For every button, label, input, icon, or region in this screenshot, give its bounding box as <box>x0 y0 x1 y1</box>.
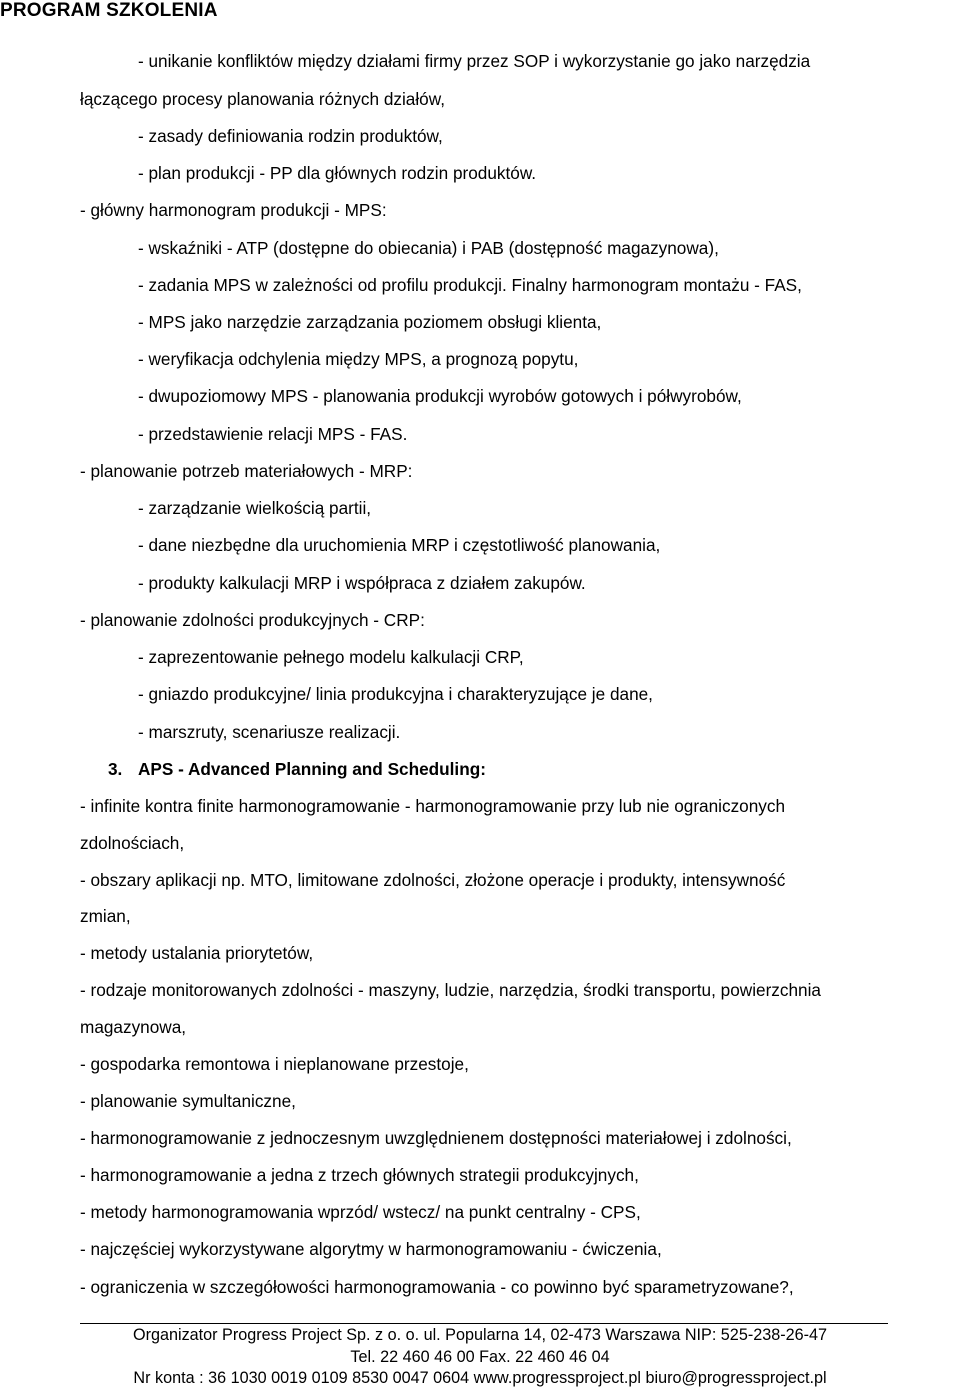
section-number: 3. <box>108 759 123 779</box>
section-item: - planowanie potrzeb materiałowych - MRP: <box>80 461 413 481</box>
footer-organizer: Organizator Progress Project Sp. z o. o. ul. Popularna 14, 02-473 Warszawa NIP: 525-238-26-47 <box>132 1326 828 1344</box>
list-item: - zarządzanie wielkością partii, <box>138 498 372 518</box>
list-item-continuation: zdolnościach, <box>80 833 185 853</box>
list-item-continuation: zmian, <box>80 906 131 926</box>
list-item: - planowanie symultaniczne, <box>80 1091 296 1111</box>
list-item: - najczęściej wykorzystywane algorytmy w harmonogramowaniu - ćwiczenia, <box>80 1239 662 1259</box>
list-item: - dwupoziomowy MPS - planowania produkcji wyrobów gotowych i półwyrobów, <box>138 386 742 406</box>
section-heading: APS - Advanced Planning and Scheduling: <box>138 759 486 779</box>
list-item: - weryfikacja odchylenia między MPS, a prognozą popytu, <box>138 349 579 369</box>
list-item: - marszruty, scenariusze realizacji. <box>138 722 401 742</box>
list-item: - obszary aplikacji np. MTO, limitowane zdolności, złożone operacje i produkty, intensywność <box>80 870 786 890</box>
list-item: - plan produkcji - PP dla głównych rodzin produktów. <box>138 163 537 183</box>
list-item: - wskaźniki - ATP (dostępne do obiecania) i PAB (dostępność magazynowa), <box>138 238 719 258</box>
list-item: - rodzaje monitorowanych zdolności - maszyny, ludzie, narzędzia, środki transportu, powierzchnia <box>80 980 821 1000</box>
list-item: - zasady definiowania rodzin produktów, <box>138 126 443 146</box>
list-item: - unikanie konfliktów między działami firmy przez SOP i wykorzystanie go jako narzędzia <box>138 51 811 71</box>
list-item: - harmonogramowanie a jedna z trzech głównych strategii produkcyjnych, <box>80 1165 639 1185</box>
section-item: - główny harmonogram produkcji - MPS: <box>80 200 387 220</box>
list-item: - gospodarka remontowa i nieplanowane przestoje, <box>80 1054 469 1074</box>
list-item: - produkty kalkulacji MRP i współpraca z działem zakupów. <box>138 573 586 593</box>
list-item-continuation: magazynowa, <box>80 1017 187 1037</box>
footer-divider <box>80 1323 888 1324</box>
list-item: - dane niezbędne dla uruchomienia MRP i częstotliwość planowania, <box>138 535 661 555</box>
section-item: - planowanie zdolności produkcyjnych - CRP: <box>80 610 425 630</box>
list-item: - zaprezentowanie pełnego modelu kalkulacji CRP, <box>138 647 524 667</box>
list-item: - MPS jako narzędzie zarządzania poziomem obsługi klienta, <box>138 312 602 332</box>
list-item: - zadania MPS w zależności od profilu produkcji. Finalny harmonogram montażu - FAS, <box>138 275 802 295</box>
list-item: - przedstawienie relacji MPS - FAS. <box>138 424 408 444</box>
list-item: - ograniczenia w szczegółowości harmonogramowania - co powinno być sparametryzowane?, <box>80 1277 794 1297</box>
footer-account: Nr konta : 36 1030 0019 0109 8530 0047 0604 www.progressproject.pl biuro@progressproject.pl <box>133 1369 827 1387</box>
footer-contact: Tel. 22 460 46 00 Fax. 22 460 46 04 <box>350 1348 610 1366</box>
list-item: - gniazdo produkcyjne/ linia produkcyjna i charakteryzujące je dane, <box>138 684 653 704</box>
list-item: łączącego procesy planowania różnych działów, <box>80 89 445 109</box>
list-item: - harmonogramowanie z jednoczesnym uwzględnienem dostępności materiałowej i zdolności, <box>80 1128 792 1148</box>
list-item: - infinite kontra finite harmonogramowanie - harmonogramowanie przy lub nie ograniczonych <box>80 796 786 816</box>
list-item: - metody harmonogramowania wprzód/ wstecz/ na punkt centralny - CPS, <box>80 1202 641 1222</box>
page-title: PROGRAM SZKOLENIA <box>0 0 218 21</box>
list-item: - metody ustalania priorytetów, <box>80 943 314 963</box>
